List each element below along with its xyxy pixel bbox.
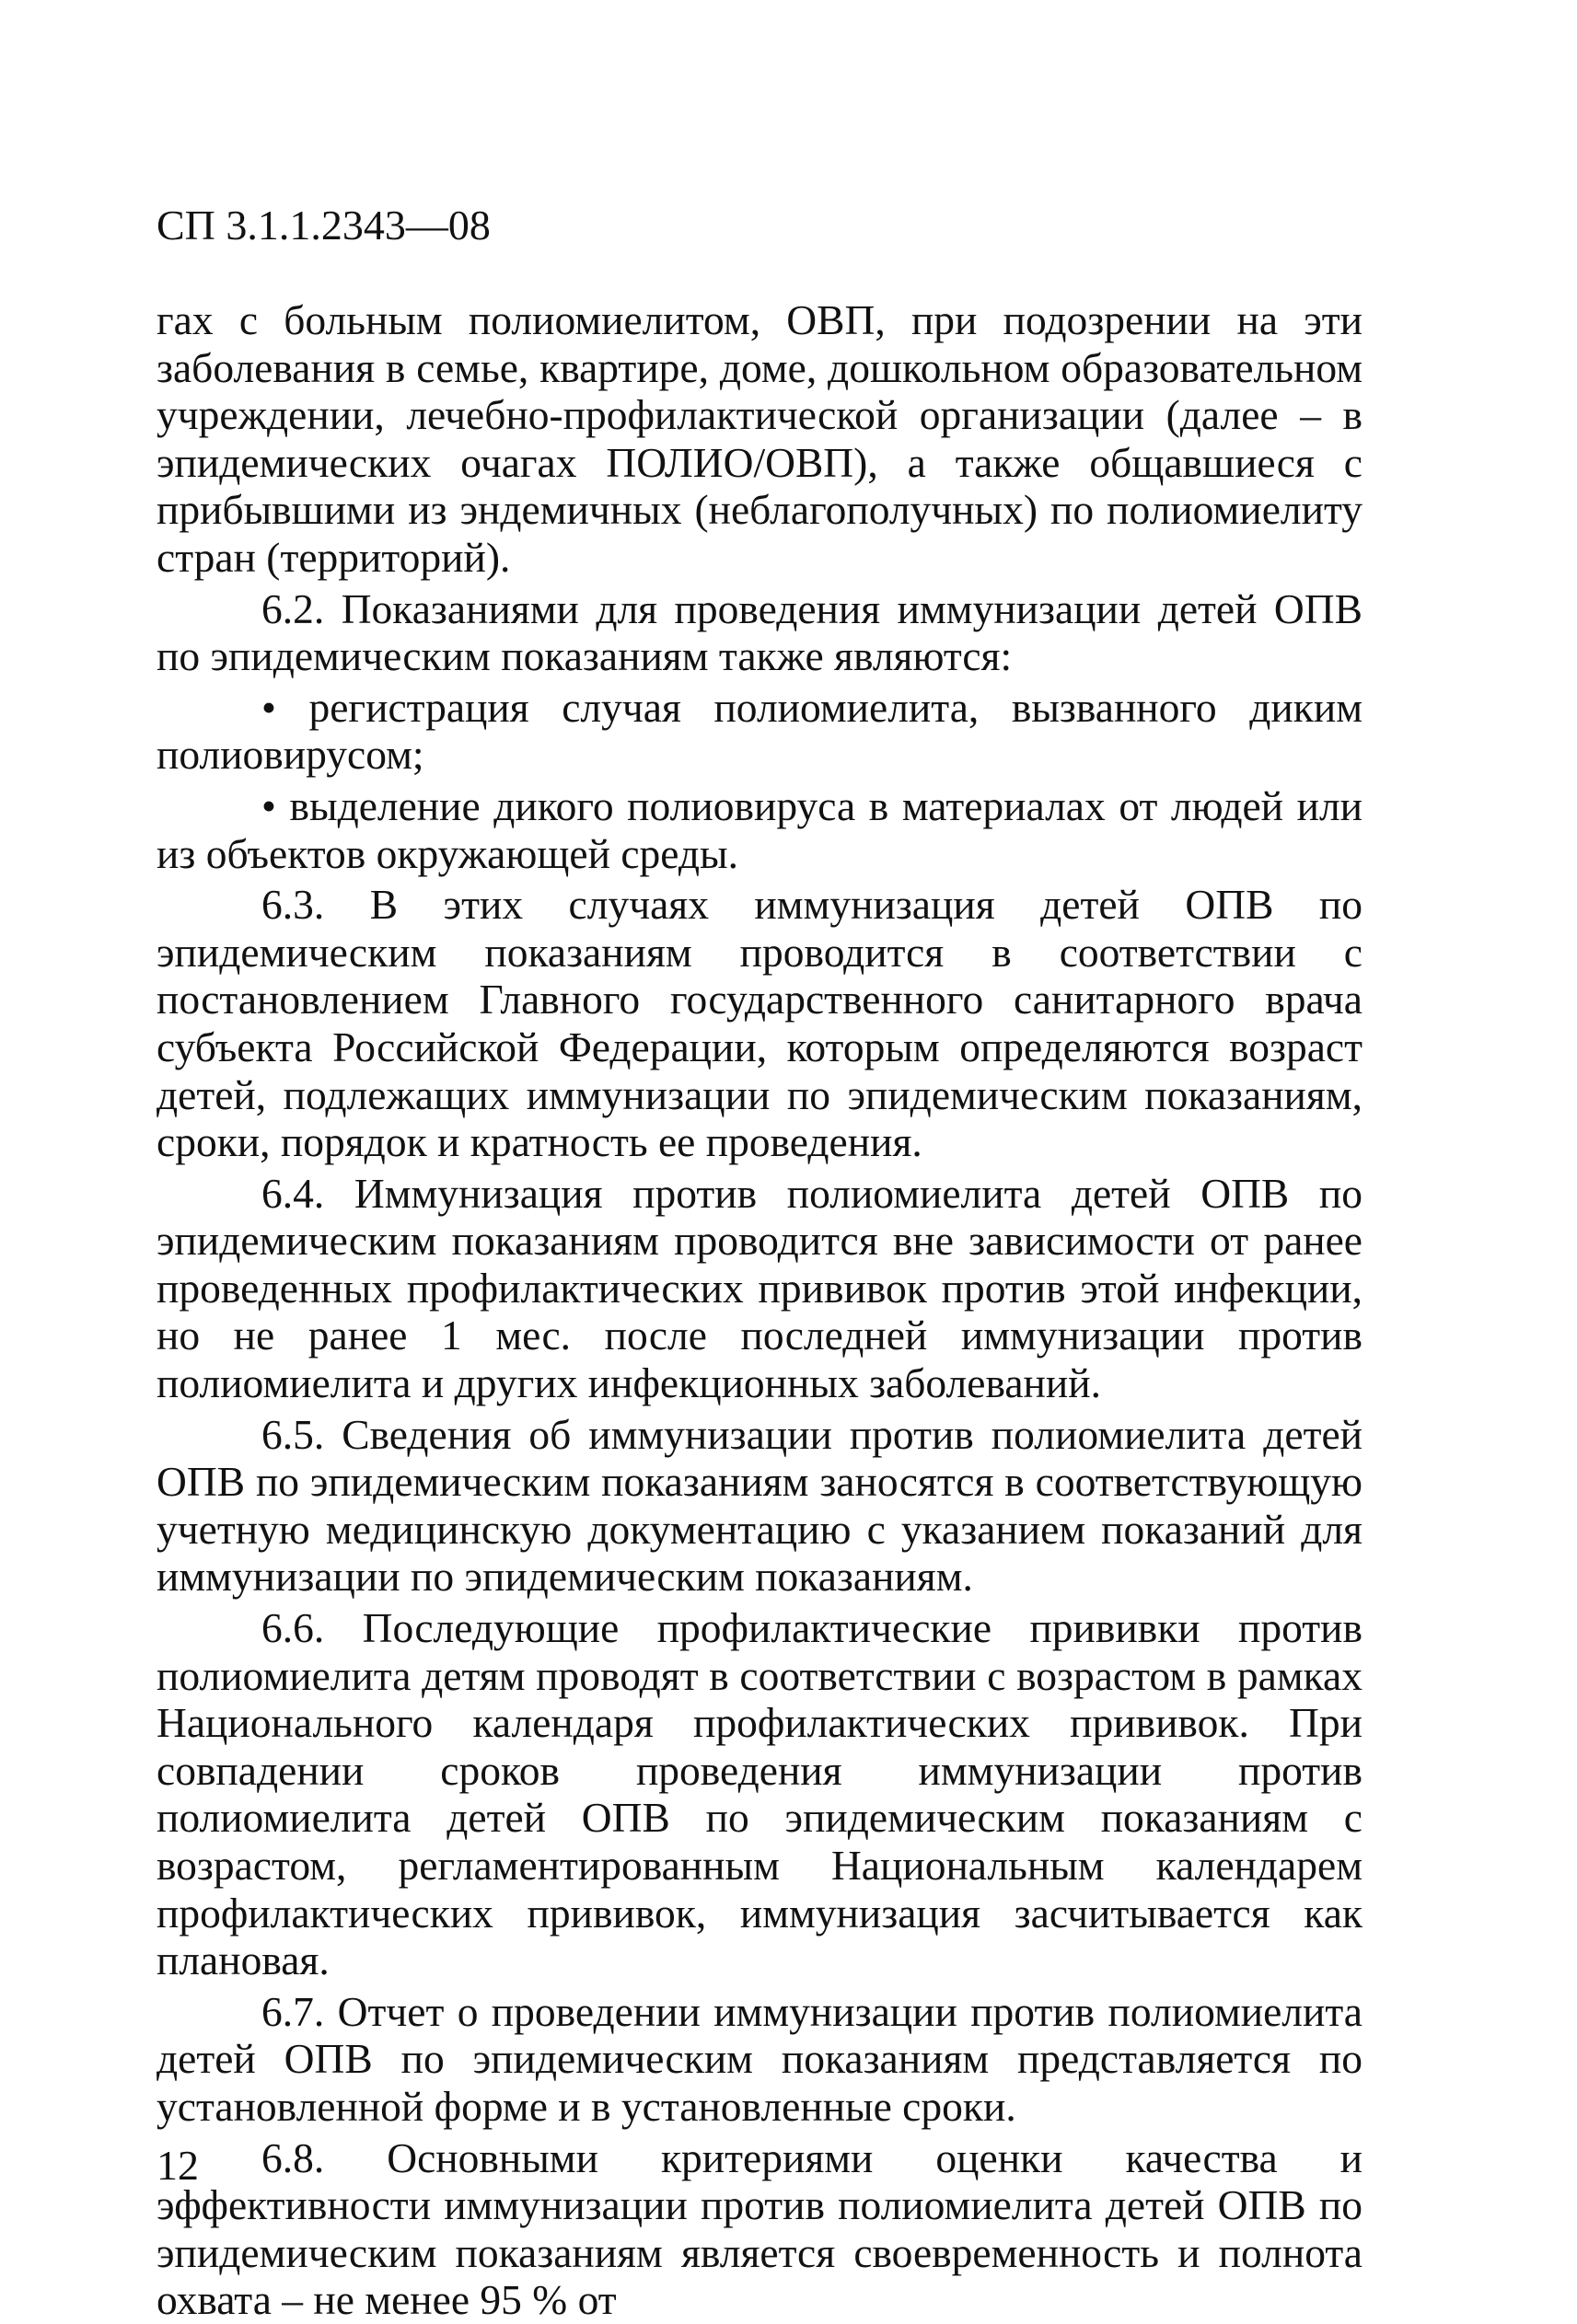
bullet-item-registration: • регистрация случая полиомиелита, вызванного диким полиовирусом; <box>157 683 1362 779</box>
bullet-item-isolation: • выделение дикого полиовируса в материалах от людей или из объектов окружающей среды. <box>157 781 1362 877</box>
paragraph-6-7: 6.7. Отчет о проведении иммунизации против полиомиелита детей ОПВ по эпидемическим показаниям представляется по установленной форме и в установленные сроки. <box>157 1987 1362 2130</box>
document-code-header: СП 3.1.1.2343—08 <box>157 202 491 249</box>
paragraph-6-8: 6.8. Основными критериями оценки качества и эффективности иммунизации против полиомиелита детей ОПВ по эпидемическим показаниям является своевременность и полнота охвата – не менее 95 % от <box>157 2133 1362 2324</box>
paragraph-6-6: 6.6. Последующие профилактические прививки против полиомиелита детям проводят в соответствии с возрастом в рамках Национального календаря профилактических прививок. При совпадении сроков проведения иммунизации против полиомиелита детей ОПВ по эпидемическим показаниям с возрастом, регламентированным Национальным календарем профилактических прививок, иммунизация засчитывается как плановая. <box>157 1604 1362 1984</box>
paragraph-6-5: 6.5. Сведения об иммунизации против полиомиелита детей ОПВ по эпидемическим показаниям заносятся в соответствующую учетную медицинскую документацию с указанием показаний для иммунизации по эпидемическим показаниям. <box>157 1410 1362 1601</box>
paragraph-6-3: 6.3. В этих случаях иммунизация детей ОПВ по эпидемическим показаниям проводится в соответствии с постановлением Главного государственного санитарного врача субъекта Российской Федерации, которым определяются возраст детей, подлежащих иммунизации по эпидемическим показаниям, сроки, порядок и кратность ее проведения. <box>157 881 1362 1166</box>
paragraph-6-2: 6.2. Показаниями для проведения иммунизации детей ОПВ по эпидемическим показаниям также являются: <box>157 584 1362 680</box>
page-number: 12 <box>157 2142 199 2189</box>
paragraph-continuation: гах с больным полиомиелитом, ОВП, при подозрении на эти заболевания в семье, квартире, доме, дошкольном образовательном учреждении, лечебно-профилактической организации (далее – в эпидемических очагах ПОЛИО/ОВП), а также общавшиеся с прибывшими из эндемичных (неблагополучных) по полиомиелиту стран (территорий). <box>157 296 1362 581</box>
paragraph-6-4: 6.4. Иммунизация против полиомиелита детей ОПВ по эпидемическим показаниям проводится вне зависимости от ранее проведенных профилактических прививок против этой инфекции, но не ранее 1 мес. после последней иммунизации против полиомиелита и других инфекционных заболеваний. <box>157 1169 1362 1407</box>
document-body <box>157 296 1362 2324</box>
